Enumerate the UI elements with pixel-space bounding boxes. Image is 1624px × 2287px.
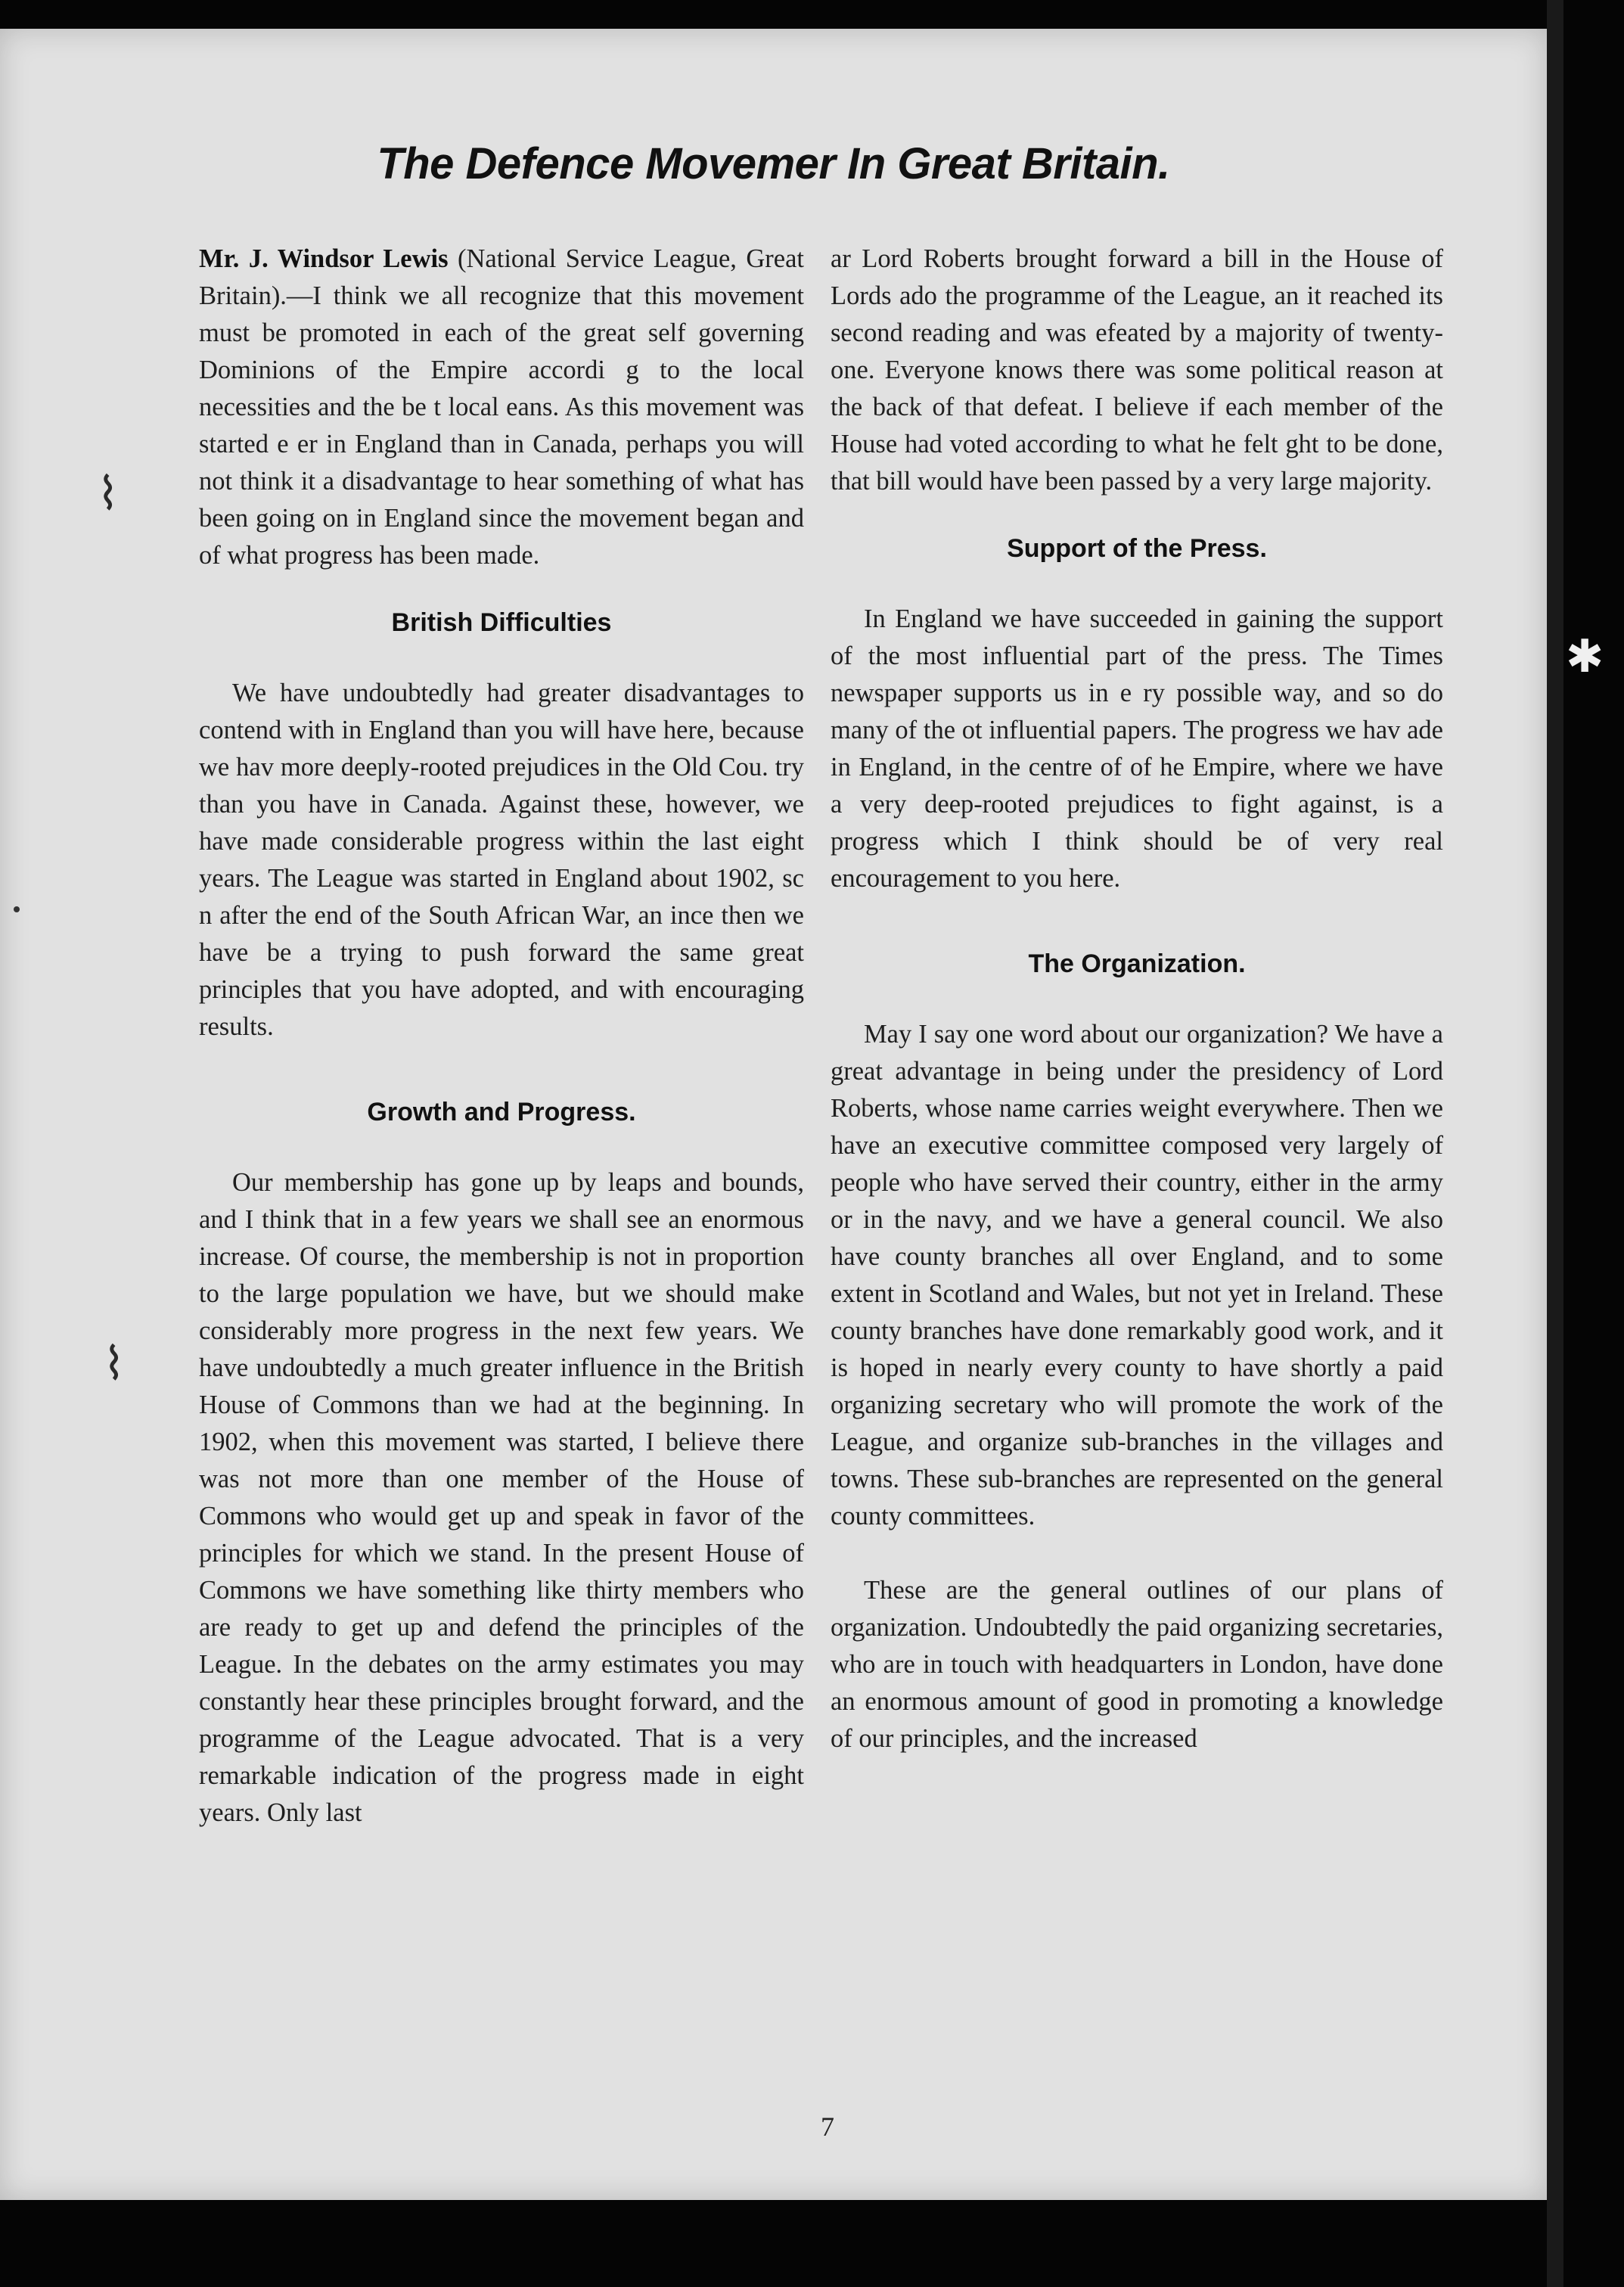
right-column (831, 241, 1443, 1757)
speck (14, 906, 20, 912)
paragraph-continued: ar Lord Roberts brought forward a bill in the House of Lords ado the programme of the League, an it reached its second reading and was efeated by a majority of twenty-one. Everyone knows there was some political reason at the back of that defeat. I believe if each member of the House had voted according to what he felt ght to be done, that bill would have been passed by a very large majority. (831, 244, 1443, 496)
margin-mark: ⌇ (103, 1339, 126, 1389)
paragraph-outlines: These are the general outlines of our plans of organization. Undoubtedly the paid organizing secretaries, who are in touch with headquarters in London, have done an enormous amount of good in promoting a knowledge of our principles, and the increased (831, 1576, 1443, 1753)
page-title: The Defence Movemer In Great Britain. (377, 139, 1170, 188)
margin-mark: ✱ (1566, 632, 1604, 682)
heading-organization: The Organization. (1028, 949, 1246, 978)
speaker-name: Mr. J. Windsor Lewis (199, 244, 449, 273)
heading-support-press: Support of the Press. (1007, 534, 1267, 563)
scan-edge (1547, 0, 1563, 2287)
document-page (0, 29, 1604, 2200)
paragraph-support-press: In England we have succeeded in gaining the support of the most influential part of the press. The Times newspaper supports us in e ry possible way, and so do many of the ot influential papers. The progress we hav ade in England, in the centre of of he Empire, where we have a very deep-rooted prejudices to fight against, is a progress which I think should be of very real encouragement to you here. (831, 604, 1443, 893)
paragraph-british-difficulties: We have undoubtedly had greater disadvantages to contend with in England than you will have here, because we hav more deeply-rooted prejudices in the Old Cou. try than you have in Canada. Against these, however, we have made considerable progress within the last eight years. The League was started in England about 1902, sc n after the end of the South African War, an ince then we have be a trying to push forward the same great principles that you have adopted, and with encouraging results. (199, 679, 804, 1041)
heading-growth-progress: Growth and Progress. (367, 1098, 636, 1126)
heading-british-difficulties: British Difficulties (391, 608, 612, 637)
paragraph-growth-progress: Our membership has gone up by leaps and bounds, and I think that in a few years we shall see an enormous increase. Of course, the membership is not in proportion to the large population we have, but we should make considerably more progress in the next few years. We have undoubtedly a much greater influence in the British House of Commons than we had at the beginning. In 1902, when this movement was started, I believe there was not more than one member of the House of Commons who would get up and speak in favor of the principles for which we stand. In the present House of Commons we have something like thirty members who are ready to get up and defend the principles of the League. In the debates on the army estimates you may constantly hear these principles brought forward, and the programme of the League advocated. That is a very remarkable indication of the progress made in eight years. Only last (199, 1168, 804, 1827)
margin-mark: ⌇ (97, 469, 120, 519)
page-number: 7 (821, 2111, 834, 2142)
intro-paragraph (199, 241, 804, 574)
paragraph-organization: May I say one word about our organization? We have a great advantage in being under the presidency of Lord Roberts, whose name carries weight everywhere. Then we have an executive committee composed very largely of people who have served their country, either in the army or in the navy, and we have a general council. We also have county branches all over England, and to some extent in Scotland and Wales, but not yet in Ireland. These county branches have done remarkably good work, and it is hoped in nearly every county to have shortly a paid organizing secretary who will promote the work of the League, and organize sub-branches in the villages and towns. These sub-branches are represented on the general county committees. (831, 1020, 1443, 1530)
intro-text: (National Service League, Great Britain).—I think we all recognize that this movement must be promoted in each of the great self governing Dominions of the Empire accordi g to the local necessities and the be t local eans. As this movement was started e er in England than in Canada, perhaps you will not think it a disadvantage to hear something of what has been going on in England since the movement began and of what progress has been made. (199, 244, 804, 570)
left-column (199, 241, 804, 1832)
